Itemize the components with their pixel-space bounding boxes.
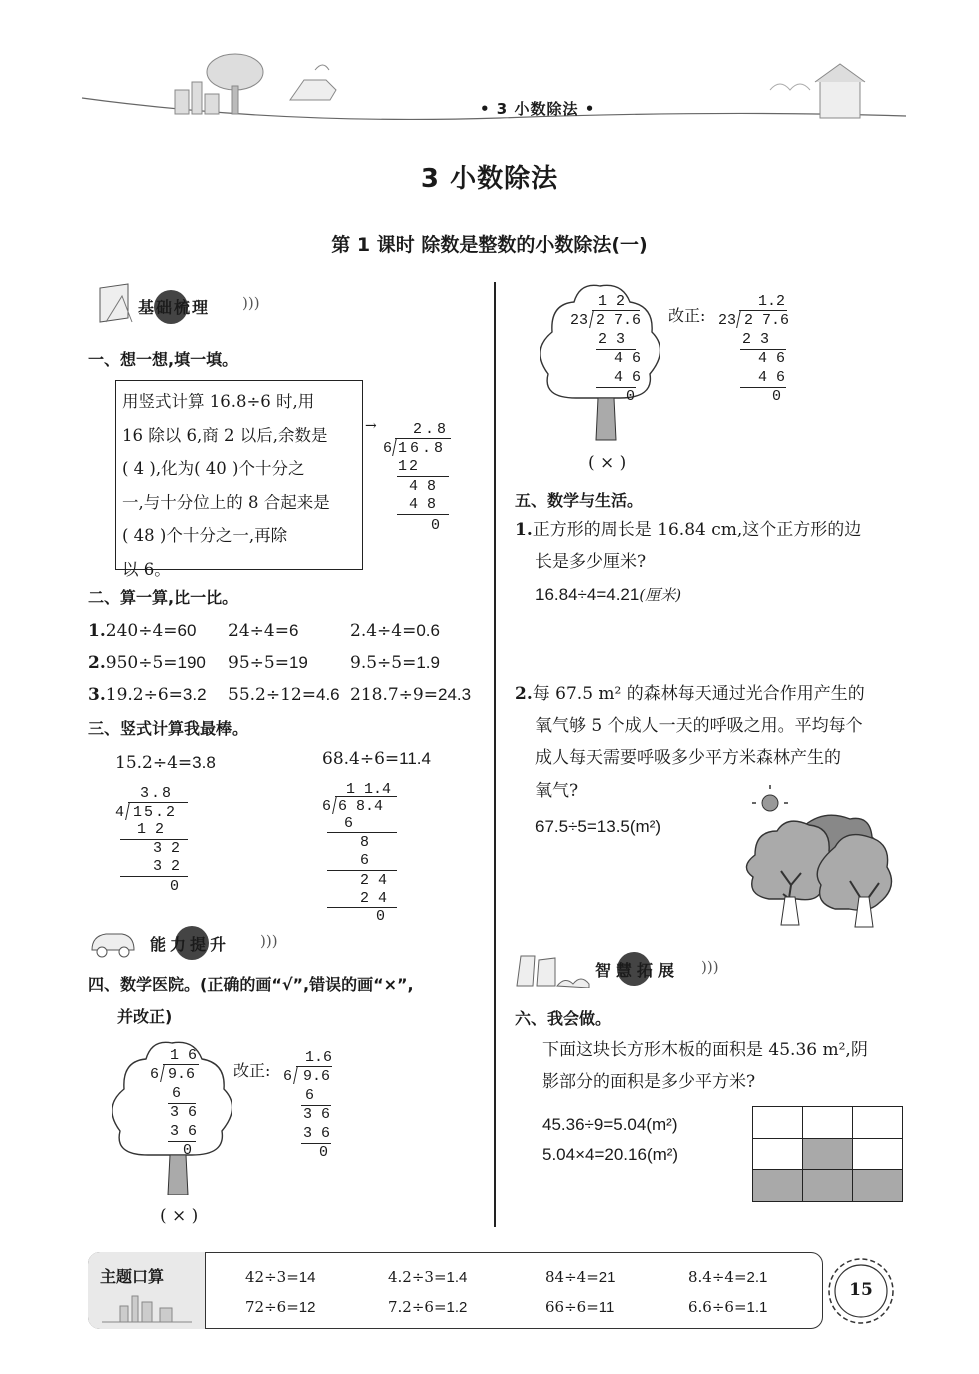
q2-rows: [88, 614, 488, 710]
basic-badge-text: 基础梳理: [138, 298, 211, 317]
oral-calc-item: 84÷4=21: [545, 1268, 616, 1286]
quotient: 1.6: [305, 1049, 333, 1066]
car-icon: [88, 924, 138, 960]
q2-row: 1.240÷4=60 24÷4=6 2.4÷4=0.6: [88, 621, 440, 641]
step: 4 8: [409, 496, 437, 513]
q6-answer2: 5.04×4=20.16(m²): [542, 1145, 679, 1164]
divisor: 6: [383, 440, 393, 457]
step: 4 6: [758, 350, 786, 367]
city-skyline-icon: [100, 1288, 195, 1324]
grid-cell: [853, 1138, 903, 1170]
divisor: 6: [150, 1066, 160, 1083]
step: 0: [170, 878, 180, 895]
step: 6: [360, 852, 370, 869]
q4-case2-fix-label: 改正:: [668, 306, 706, 325]
forest-trees-icon: [745, 785, 900, 935]
oral-calc-item: 42÷3=14: [245, 1268, 316, 1286]
q6-line2: 影部分的面积是多少平方米?: [542, 1072, 756, 1092]
q1-line: ( 48 )个十分之一,再除: [122, 526, 288, 545]
q4-title-line2: 并改正): [117, 1007, 173, 1026]
step: 3 2: [153, 858, 181, 875]
step: 0: [183, 1142, 193, 1159]
step: 0: [431, 517, 441, 534]
grid-cell-shaded: [853, 1170, 903, 1202]
q4-case1-fix-label: 改正:: [233, 1061, 271, 1080]
dividend: 2 7.6: [596, 312, 642, 329]
step: 12: [398, 458, 421, 475]
divisor: 23: [718, 312, 737, 329]
q4-case2-verdict: ( × ): [588, 453, 627, 473]
step: 3 6: [170, 1104, 198, 1121]
step: 0: [319, 1144, 329, 1161]
q2-row: 3.19.2÷6=3.2 55.2÷12=4.6 218.7÷9=24.3: [88, 685, 472, 705]
step: 4 6: [758, 369, 786, 386]
q2-row: 2.950÷5=190 95÷5=19 9.5÷5=1.9: [88, 653, 440, 673]
quotient: 1 2: [598, 293, 626, 310]
wisdom-badge: [515, 946, 719, 990]
q1-title: 一、想一想,填一填。: [88, 350, 239, 369]
grid-cell: [753, 1107, 803, 1139]
q5-p1-line2: 长是多少厘米?: [535, 552, 647, 572]
sound-waves-icon: ))): [260, 932, 278, 950]
oral-calc-item: 66÷6=11: [545, 1298, 615, 1316]
grid-cell: [853, 1107, 903, 1139]
ability-badge-text: 能力提升: [150, 935, 231, 954]
step: 3 2: [153, 840, 181, 857]
q6-line1: 下面这块长方形木板的面积是 45.36 m²,阴: [542, 1040, 868, 1060]
grid-cell: [803, 1107, 853, 1139]
q5-p2-line2: 氧气够 5 个成人一天的呼吸之用。平均每个: [535, 716, 863, 736]
page-number: 15: [849, 1280, 873, 1300]
divisor: 6: [322, 798, 332, 815]
q4-title-line1: 四、数学医院。(正确的画“√”,错误的画“×”,: [88, 975, 414, 994]
q5-p2-line1: 2.每 67.5 m² 的森林每天通过光合作用产生的: [515, 684, 865, 704]
chapter-title: 3 小数除法: [420, 164, 559, 194]
step: 4 6: [614, 350, 642, 367]
q4-case1-fix-division: [283, 1048, 353, 1168]
running-header: • 3 小数除法 •: [480, 100, 596, 118]
step: 1 2: [137, 821, 165, 838]
q5-title: 五、数学与生活。: [515, 491, 644, 510]
q1-line: 用竖式计算 16.8÷6 时,用: [122, 392, 315, 411]
books-icon: [515, 948, 595, 988]
q6-title: 六、我会做。: [515, 1009, 612, 1028]
oral-calc-label: 主题口算: [100, 1267, 165, 1286]
wisdom-badge-text: 智慧拓展: [595, 961, 680, 980]
oral-calc-item: 4.2÷3=1.4: [388, 1268, 468, 1286]
step: 8: [360, 834, 370, 851]
q1-long-division: [383, 420, 453, 540]
step: 0: [626, 388, 636, 405]
dividend: 16.8: [398, 440, 447, 457]
q4-case2-wrong-division: [570, 292, 650, 412]
grid-cell: [753, 1138, 803, 1170]
ability-badge: [88, 920, 288, 964]
step: 3 6: [303, 1106, 331, 1123]
dividend: 15.2: [133, 804, 178, 821]
sound-waves-icon: ))): [701, 958, 719, 976]
dividend: 2 7.6: [744, 312, 790, 329]
quotient: 1 1.4: [346, 781, 392, 798]
q4-case2-fix-division: [718, 292, 798, 412]
q4-case1-wrong-division: [150, 1046, 220, 1166]
oral-calc-item: 6.6÷6=1.1: [688, 1298, 768, 1316]
dividend: 9.6: [168, 1066, 196, 1083]
divisor: 6: [283, 1068, 293, 1085]
step: 6: [172, 1085, 182, 1102]
q1-line: 以 6。: [122, 559, 171, 579]
q1-line: 16 除以 6,商 2 以后,余数是: [122, 425, 328, 445]
q1-text-box: [115, 380, 363, 579]
step: 3 6: [303, 1125, 331, 1142]
q3-title: 三、竖式计算我最棒。: [88, 719, 249, 738]
step: 0: [772, 388, 782, 405]
dividend: 6 8.4: [338, 798, 384, 815]
grid-cell-shaded: [803, 1170, 853, 1202]
step: 4 6: [614, 369, 642, 386]
oral-calc-item: 7.2÷6=1.2: [388, 1298, 468, 1316]
arrow-icon: →: [365, 418, 377, 434]
q1-line: ( 4 ),化为( 40 )个十分之: [122, 459, 305, 478]
q3-right-long-division: [322, 780, 402, 925]
q4-case1-verdict: ( × ): [160, 1206, 199, 1226]
step: 2 4: [360, 872, 388, 889]
q3-right-expr: 68.4÷6=11.4: [322, 749, 431, 769]
divisor: 4: [115, 804, 125, 821]
q3-left-expr: 15.2÷4=3.8: [115, 753, 216, 773]
step: 6: [305, 1087, 315, 1104]
step: 0: [376, 908, 386, 925]
q6-answer1: 45.36÷9=5.04(m²): [542, 1115, 678, 1134]
step: 2 3: [598, 331, 626, 348]
basic-review-badge: [92, 282, 282, 326]
step: 6: [344, 815, 354, 832]
oral-calc-item: 72÷6=12: [245, 1298, 316, 1316]
q5-p2-line3: 成人每天需要呼吸多少平方米森林产生的: [535, 748, 841, 768]
step: 4 8: [409, 478, 437, 495]
quotient: 3.8: [140, 785, 174, 802]
oral-calc-item: 8.4÷4=2.1: [688, 1268, 768, 1286]
grid-cell-shaded: [753, 1170, 803, 1202]
wood-board-grid: [752, 1106, 903, 1202]
lesson-title: 第 1 课时 除数是整数的小数除法(一): [331, 234, 648, 256]
q5-p1-answer: 16.84÷4=4.21(厘米): [535, 585, 682, 604]
step: 3 6: [170, 1123, 198, 1140]
divisor: 23: [570, 312, 589, 329]
q2-title: 二、算一算,比一比。: [88, 588, 239, 607]
sound-waves-icon: ))): [242, 294, 260, 312]
step: 2 3: [742, 331, 770, 348]
quotient: 1 6: [170, 1047, 198, 1064]
step: 2 4: [360, 890, 388, 907]
dividend: 9.6: [303, 1068, 331, 1085]
grid-cell-shaded: [803, 1138, 853, 1170]
column-divider: [494, 282, 496, 1227]
q3-left-long-division: [115, 784, 195, 895]
quotient: 1.2: [758, 293, 786, 310]
q5-p2-answer: 67.5÷5=13.5(m²): [535, 817, 662, 836]
q5-p2-line4: 氧气?: [535, 781, 579, 801]
q1-line: 一,与十分位上的 8 合起来是: [122, 492, 330, 512]
q5-p1-line1: 1.正方形的周长是 16.84 cm,这个正方形的边: [515, 520, 862, 540]
quotient: 2.8: [413, 421, 450, 438]
